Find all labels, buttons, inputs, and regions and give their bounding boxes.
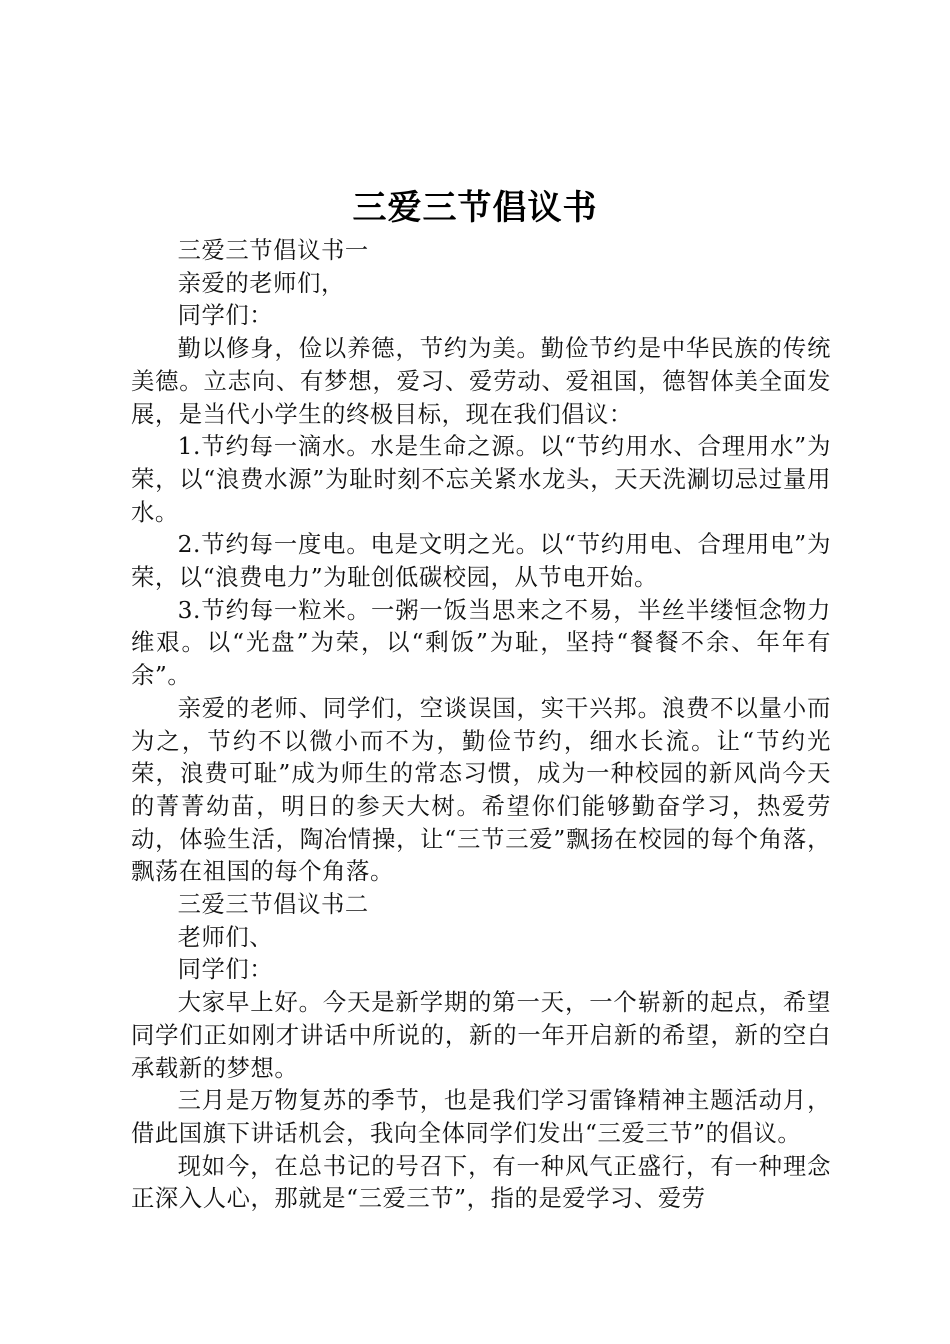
document-title: 三爱三节倡议书 <box>352 188 598 228</box>
paragraph-intro: 勤以修身，俭以养德，节约为美。勤俭节约是中华民族的传统美德。立志向、有梦想，爱习、爱劳动、爱祖国，德智体美全面发展，是当代小学生的终极目标，现在我们倡议： <box>131 335 831 428</box>
paragraph-salutation-students-2: 同学们： <box>177 956 274 984</box>
paragraph-greeting: 大家早上好。今天是新学期的第一天，一个崭新的起点，希望同学们正如刚才讲话中所说的，新的一年开启新的希望，新的空白承载新的梦想。 <box>131 989 831 1082</box>
paragraph-item-electricity: 2.节约每一度电。电是文明之光。以“节约用电、合理用电”为荣，以“浪费电力”为耻创低碳校园，从节电开始。 <box>131 531 831 592</box>
paragraph-salutation-teachers: 亲爱的老师们， <box>177 269 345 297</box>
paragraph-salutation-teachers-2: 老师们、 <box>177 923 274 951</box>
paragraph-nowadays: 现如今，在总书记的号召下，有一种风气正盛行，有一种理念正深入人心，那就是“三爱三节”，指的是爱学习、爱劳 <box>131 1152 831 1213</box>
paragraph-march: 三月是万物复苏的季节，也是我们学习雷锋精神主题活动月，借此国旗下讲话机会，我向全体同学们发出“三爱三节”的倡议。 <box>131 1087 831 1147</box>
paragraph-item-water: 1.节约每一滴水。水是生命之源。以“节约用水、合理用水”为荣，以“浪费水源”为耻时刻不忘关紧水龙头，天天洗涮切忌过量用水。 <box>131 433 831 526</box>
paragraph-subtitle-1: 三爱三节倡议书一 <box>177 237 369 264</box>
paragraph-subtitle-2: 三爱三节倡议书二 <box>177 891 369 919</box>
paragraph-closing-1: 亲爱的老师、同学们，空谈误国，实干兴邦。浪费不以量小而为之，节约不以微小而不为，勤俭节约，细水长流。让“节约光荣，浪费可耻”成为师生的常态习惯，成为一种校园的新风尚今天的菁菁幼苗，明日的参天大树。希望你们能够勤奋学习，热爱劳动，体验生活，陶冶情操，让“三节三爱”飘扬在校园的每个角落，飘荡在祖国的每个角落。 <box>131 694 831 886</box>
paragraph-item-rice: 3.节约每一粒米。一粥一饭当思来之不易，半丝半缕恒念物力维艰。以“光盘”为荣，以“剩饭”为耻，坚持“餐餐不余、年年有余”。 <box>131 596 831 690</box>
paragraph-salutation-students: 同学们： <box>177 302 274 330</box>
document-body <box>131 235 831 1216</box>
